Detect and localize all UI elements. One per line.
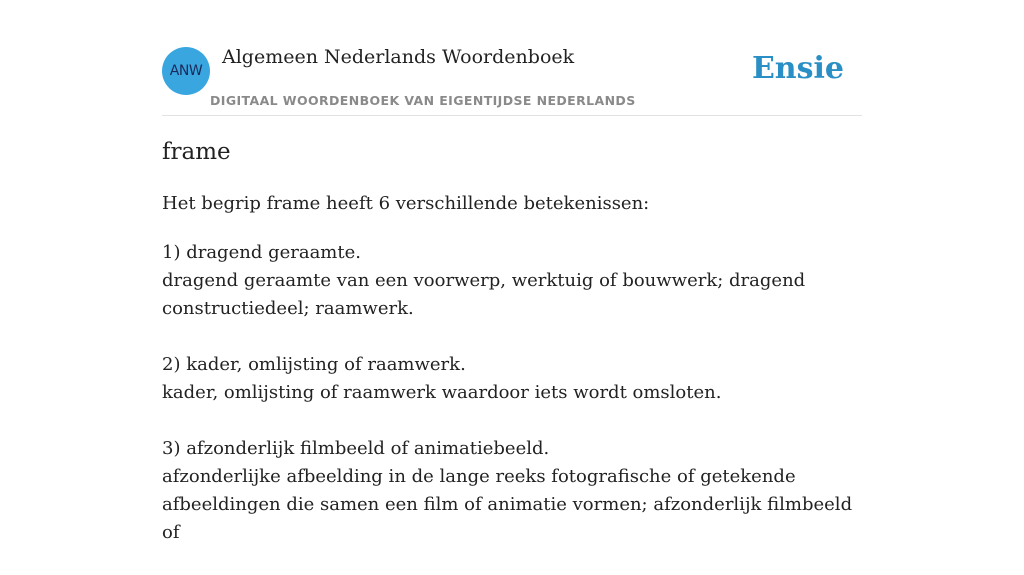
entry-intro: Het begrip frame heeft 6 verschillende betekenissen: — [162, 193, 650, 214]
sense-item — [162, 351, 862, 407]
page — [162, 0, 862, 543]
sense-definition: dragend geraamte van een voorwerp, werktuig of bouwwerk; dragend constructiedeel; raamwerk. — [162, 270, 806, 319]
sense-heading: 1) dragend geraamte. — [162, 242, 361, 263]
anw-logo[interactable] — [162, 47, 210, 95]
senses-list — [162, 239, 862, 575]
sense-heading: 3) afzonderlijk filmbeeld of animatiebeeld. — [162, 438, 550, 459]
sense-heading: 2) kader, omlijsting of raamwerk. — [162, 354, 466, 375]
site-subtitle: DIGITAAL WOORDENBOEK VAN EIGENTIJDSE NEDERLANDS — [210, 93, 636, 108]
site-header — [162, 0, 862, 116]
sense-item — [162, 435, 862, 547]
anw-logo-text: ANW — [169, 63, 203, 79]
site-title-link[interactable]: Algemeen Nederlands Woordenboek — [222, 46, 575, 68]
entry-word-title: frame — [162, 139, 231, 165]
ensie-brand-link[interactable]: Ensie — [751, 51, 844, 86]
sense-item — [162, 239, 862, 323]
sense-definition: afzonderlijke afbeelding in de lange reeks fotografische of getekende afbeeldingen die samen een film of animatie vormen; afzonderlijk filmbeeld of — [162, 466, 853, 543]
sense-definition: kader, omlijsting of raamwerk waardoor iets wordt omsloten. — [162, 382, 722, 403]
